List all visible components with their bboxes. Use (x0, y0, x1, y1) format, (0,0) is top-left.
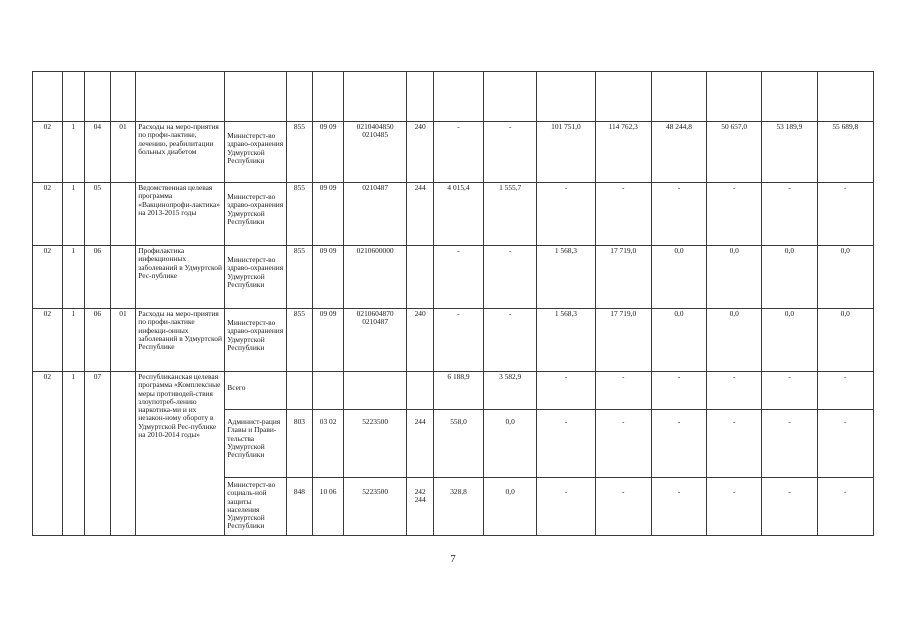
code-om: 05 (85, 183, 111, 246)
value-2014: 17 719,0 (595, 309, 651, 372)
value-2012: 1 555,7 (484, 183, 537, 246)
table-row (33, 122, 874, 183)
table-row (33, 309, 874, 372)
vr: 244 (407, 410, 434, 478)
vr: 242 244 (407, 478, 434, 536)
table-row (33, 183, 874, 246)
value-2011: - (433, 246, 483, 309)
csr: 5223500 (343, 478, 406, 536)
rzpr: 09 09 (313, 309, 344, 372)
value-2018: - (817, 410, 873, 478)
rzpr: 09 09 (313, 246, 344, 309)
value-2014: 17 719,0 (595, 246, 651, 309)
program-name: Республиканская целевая программа «Комплексные меры противодей-ствия злоупотреб-лению наркотика-ми и их незакон-ному обороту в Удмуртской Рес-публике на 2010-2014 годы» (136, 372, 225, 536)
agency: Министерст-во здраво-охранения Удмуртской Республики (225, 122, 286, 183)
value-2017: 53 189,9 (762, 122, 817, 183)
value-2014: - (595, 478, 651, 536)
code-gp: 02 (33, 372, 63, 536)
csr: 0210604870 0210487 (343, 309, 406, 372)
vr: 244 (407, 183, 434, 246)
code-sub: 1 (62, 246, 85, 309)
value-2011: - (433, 122, 483, 183)
code-sub: 1 (62, 309, 85, 372)
rzpr: 10 06 (313, 478, 344, 536)
code-gp: 02 (33, 183, 63, 246)
value-2012: - (484, 122, 537, 183)
program-name: Профилактика инфекционных заболеваний в Удмуртской Рес-публике (136, 246, 225, 309)
vr (407, 372, 434, 410)
grbs: 848 (286, 478, 313, 536)
table-header-row (33, 72, 874, 122)
grbs: 855 (286, 183, 313, 246)
csr (343, 372, 406, 410)
value-2017: - (762, 410, 817, 478)
code-m (110, 246, 136, 309)
grbs: 855 (286, 309, 313, 372)
value-2011: 4 015,4 (433, 183, 483, 246)
code-m: 01 (110, 122, 136, 183)
value-2016: 50 657,0 (707, 122, 762, 183)
agency: Министерст-во здраво-охранения Удмуртской Республики (225, 183, 286, 246)
value-2014: 114 762,3 (595, 122, 651, 183)
agency: Министерст-во здраво-охранения Удмуртской Республики (225, 309, 286, 372)
rzpr: 09 09 (313, 122, 344, 183)
value-2013: - (537, 372, 595, 410)
code-sub: 1 (62, 372, 85, 536)
value-2011: 558,0 (433, 410, 483, 478)
csr: 0210487 (343, 183, 406, 246)
code-om: 07 (85, 372, 111, 536)
value-2014: - (595, 183, 651, 246)
value-2017: - (762, 183, 817, 246)
program-name: Ведомственная целевая программа «Вакцинопрофи-лактика» на 2013-2015 годы (136, 183, 225, 246)
grbs (286, 372, 313, 410)
value-2014: - (595, 372, 651, 410)
value-2018: 0,0 (817, 246, 873, 309)
code-sub: 1 (62, 122, 85, 183)
code-m: 01 (110, 309, 136, 372)
value-2011: 328,8 (433, 478, 483, 536)
csr: 0210404850 0210485 (343, 122, 406, 183)
rzpr: 03 02 (313, 410, 344, 478)
code-sub: 1 (62, 183, 85, 246)
code-gp: 02 (33, 309, 63, 372)
program-name: Расходы на меро-приятия по профи-лактике, лечению, реабилитации больных диабетом (136, 122, 225, 183)
value-2012: 0,0 (484, 478, 537, 536)
value-2013: - (537, 183, 595, 246)
value-2015: 48 244,8 (651, 122, 706, 183)
value-2012: - (484, 246, 537, 309)
value-2015: - (651, 478, 706, 536)
table-row (33, 372, 874, 410)
value-2015: 0,0 (651, 246, 706, 309)
vr: 240 (407, 309, 434, 372)
csr: 5223500 (343, 410, 406, 478)
rzpr: 09 09 (313, 183, 344, 246)
value-2015: 0,0 (651, 309, 706, 372)
value-2013: 1 568,3 (537, 309, 595, 372)
vr: 240 (407, 122, 434, 183)
value-2018: - (817, 478, 873, 536)
budget-table (32, 71, 874, 536)
code-om: 06 (85, 309, 111, 372)
rzpr (313, 372, 344, 410)
value-2012: 3 582,9 (484, 372, 537, 410)
value-2016: 0,0 (707, 246, 762, 309)
value-2013: - (537, 478, 595, 536)
value-2015: - (651, 410, 706, 478)
value-2013: - (537, 410, 595, 478)
agency: Всего (225, 372, 286, 410)
code-m (110, 183, 136, 246)
value-2013: 101 751,0 (537, 122, 595, 183)
code-m (110, 372, 136, 536)
value-2016: - (707, 478, 762, 536)
agency: Админист-рация Главы и Прави-тельства Удмуртской Республики (225, 410, 286, 478)
value-2011: - (433, 309, 483, 372)
code-gp: 02 (33, 122, 63, 183)
value-2017: - (762, 372, 817, 410)
value-2016: - (707, 410, 762, 478)
value-2011: 6 188,9 (433, 372, 483, 410)
grbs: 855 (286, 122, 313, 183)
value-2014: - (595, 410, 651, 478)
vr (407, 246, 434, 309)
program-name: Расходы на меро-приятия по профи-лактике инфекци-онных заболеваний в Удмуртской Республике (136, 309, 225, 372)
grbs: 855 (286, 246, 313, 309)
code-gp: 02 (33, 246, 63, 309)
value-2015: - (651, 183, 706, 246)
value-2018: - (817, 183, 873, 246)
value-2017: - (762, 478, 817, 536)
value-2015: - (651, 372, 706, 410)
value-2016: 0,0 (707, 309, 762, 372)
value-2017: 0,0 (762, 309, 817, 372)
value-2017: 0,0 (762, 246, 817, 309)
code-om: 06 (85, 246, 111, 309)
agency: Министерст-во социаль-ной защиты населения Удмуртской Республики (225, 478, 286, 536)
table-row (33, 246, 874, 309)
agency: Министерст-во здраво-охранения Удмуртской Республики (225, 246, 286, 309)
csr: 0210600000 (343, 246, 406, 309)
value-2012: - (484, 309, 537, 372)
page-number: 7 (450, 553, 456, 565)
value-2016: - (707, 372, 762, 410)
grbs: 803 (286, 410, 313, 478)
code-om: 04 (85, 122, 111, 183)
value-2013: 1 568,3 (537, 246, 595, 309)
value-2018: 55 689,8 (817, 122, 873, 183)
value-2016: - (707, 183, 762, 246)
value-2018: 0,0 (817, 309, 873, 372)
value-2018: - (817, 372, 873, 410)
value-2012: 0,0 (484, 410, 537, 478)
